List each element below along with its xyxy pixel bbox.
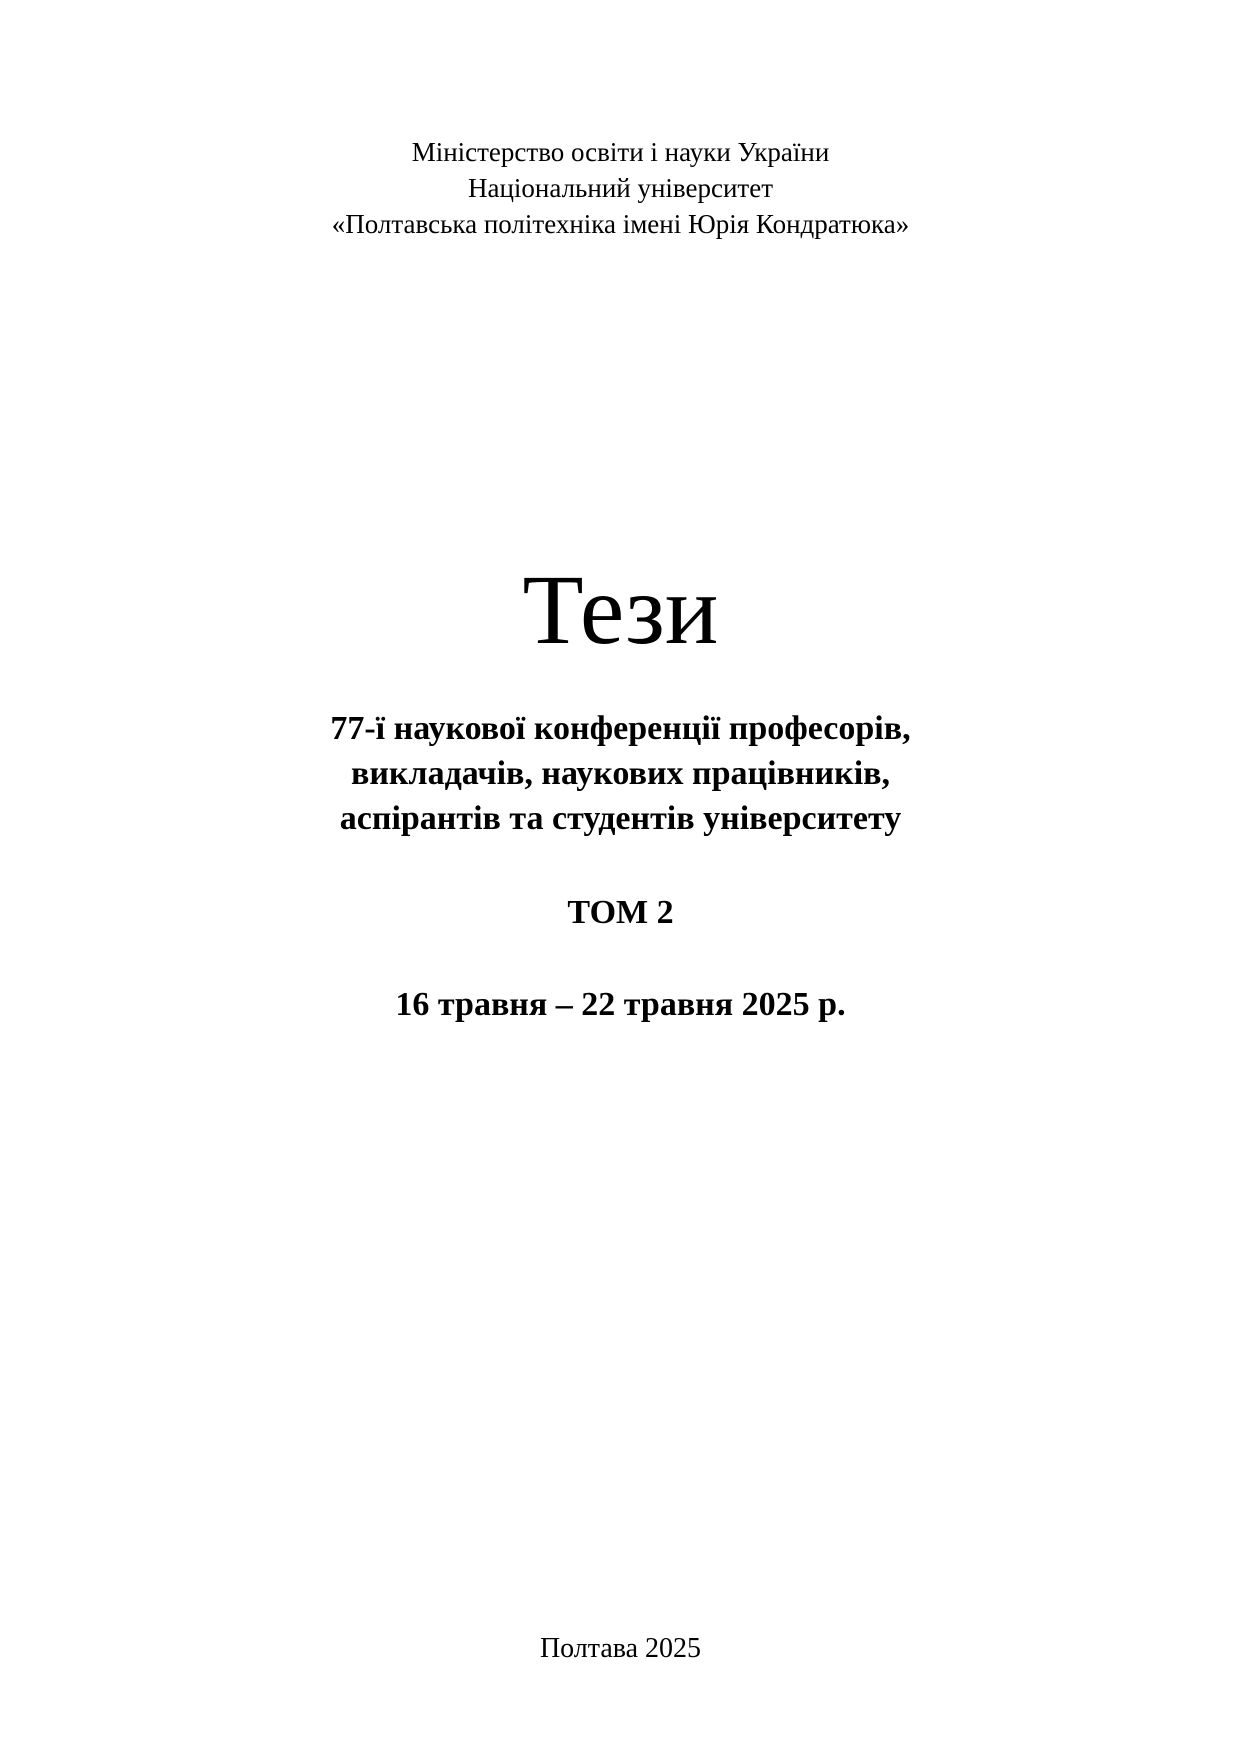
city-year-footer: Полтава 2025 <box>539 1633 702 1664</box>
subtitle-line-1: 77-ї наукової конференції професорів, <box>330 710 911 747</box>
university-line: Національний університет <box>467 173 774 203</box>
institution-header <box>0 134 1241 242</box>
subtitle-line-3: аспірантів та студентів університету <box>339 800 902 837</box>
document-title: Тези <box>522 554 719 665</box>
ministry-line: Міністерство освіти і науки України <box>411 137 830 167</box>
volume-label: ТОМ 2 <box>567 894 674 931</box>
conference-dates: 16 травня – 22 травня 2025 р. <box>395 986 846 1023</box>
subtitle-line-2: викладачів, наукових працівників, <box>350 755 891 792</box>
university-name-line: «Полтавська політехніка імені Юрія Кондратюка» <box>331 209 910 239</box>
conference-subtitle <box>0 706 1241 841</box>
